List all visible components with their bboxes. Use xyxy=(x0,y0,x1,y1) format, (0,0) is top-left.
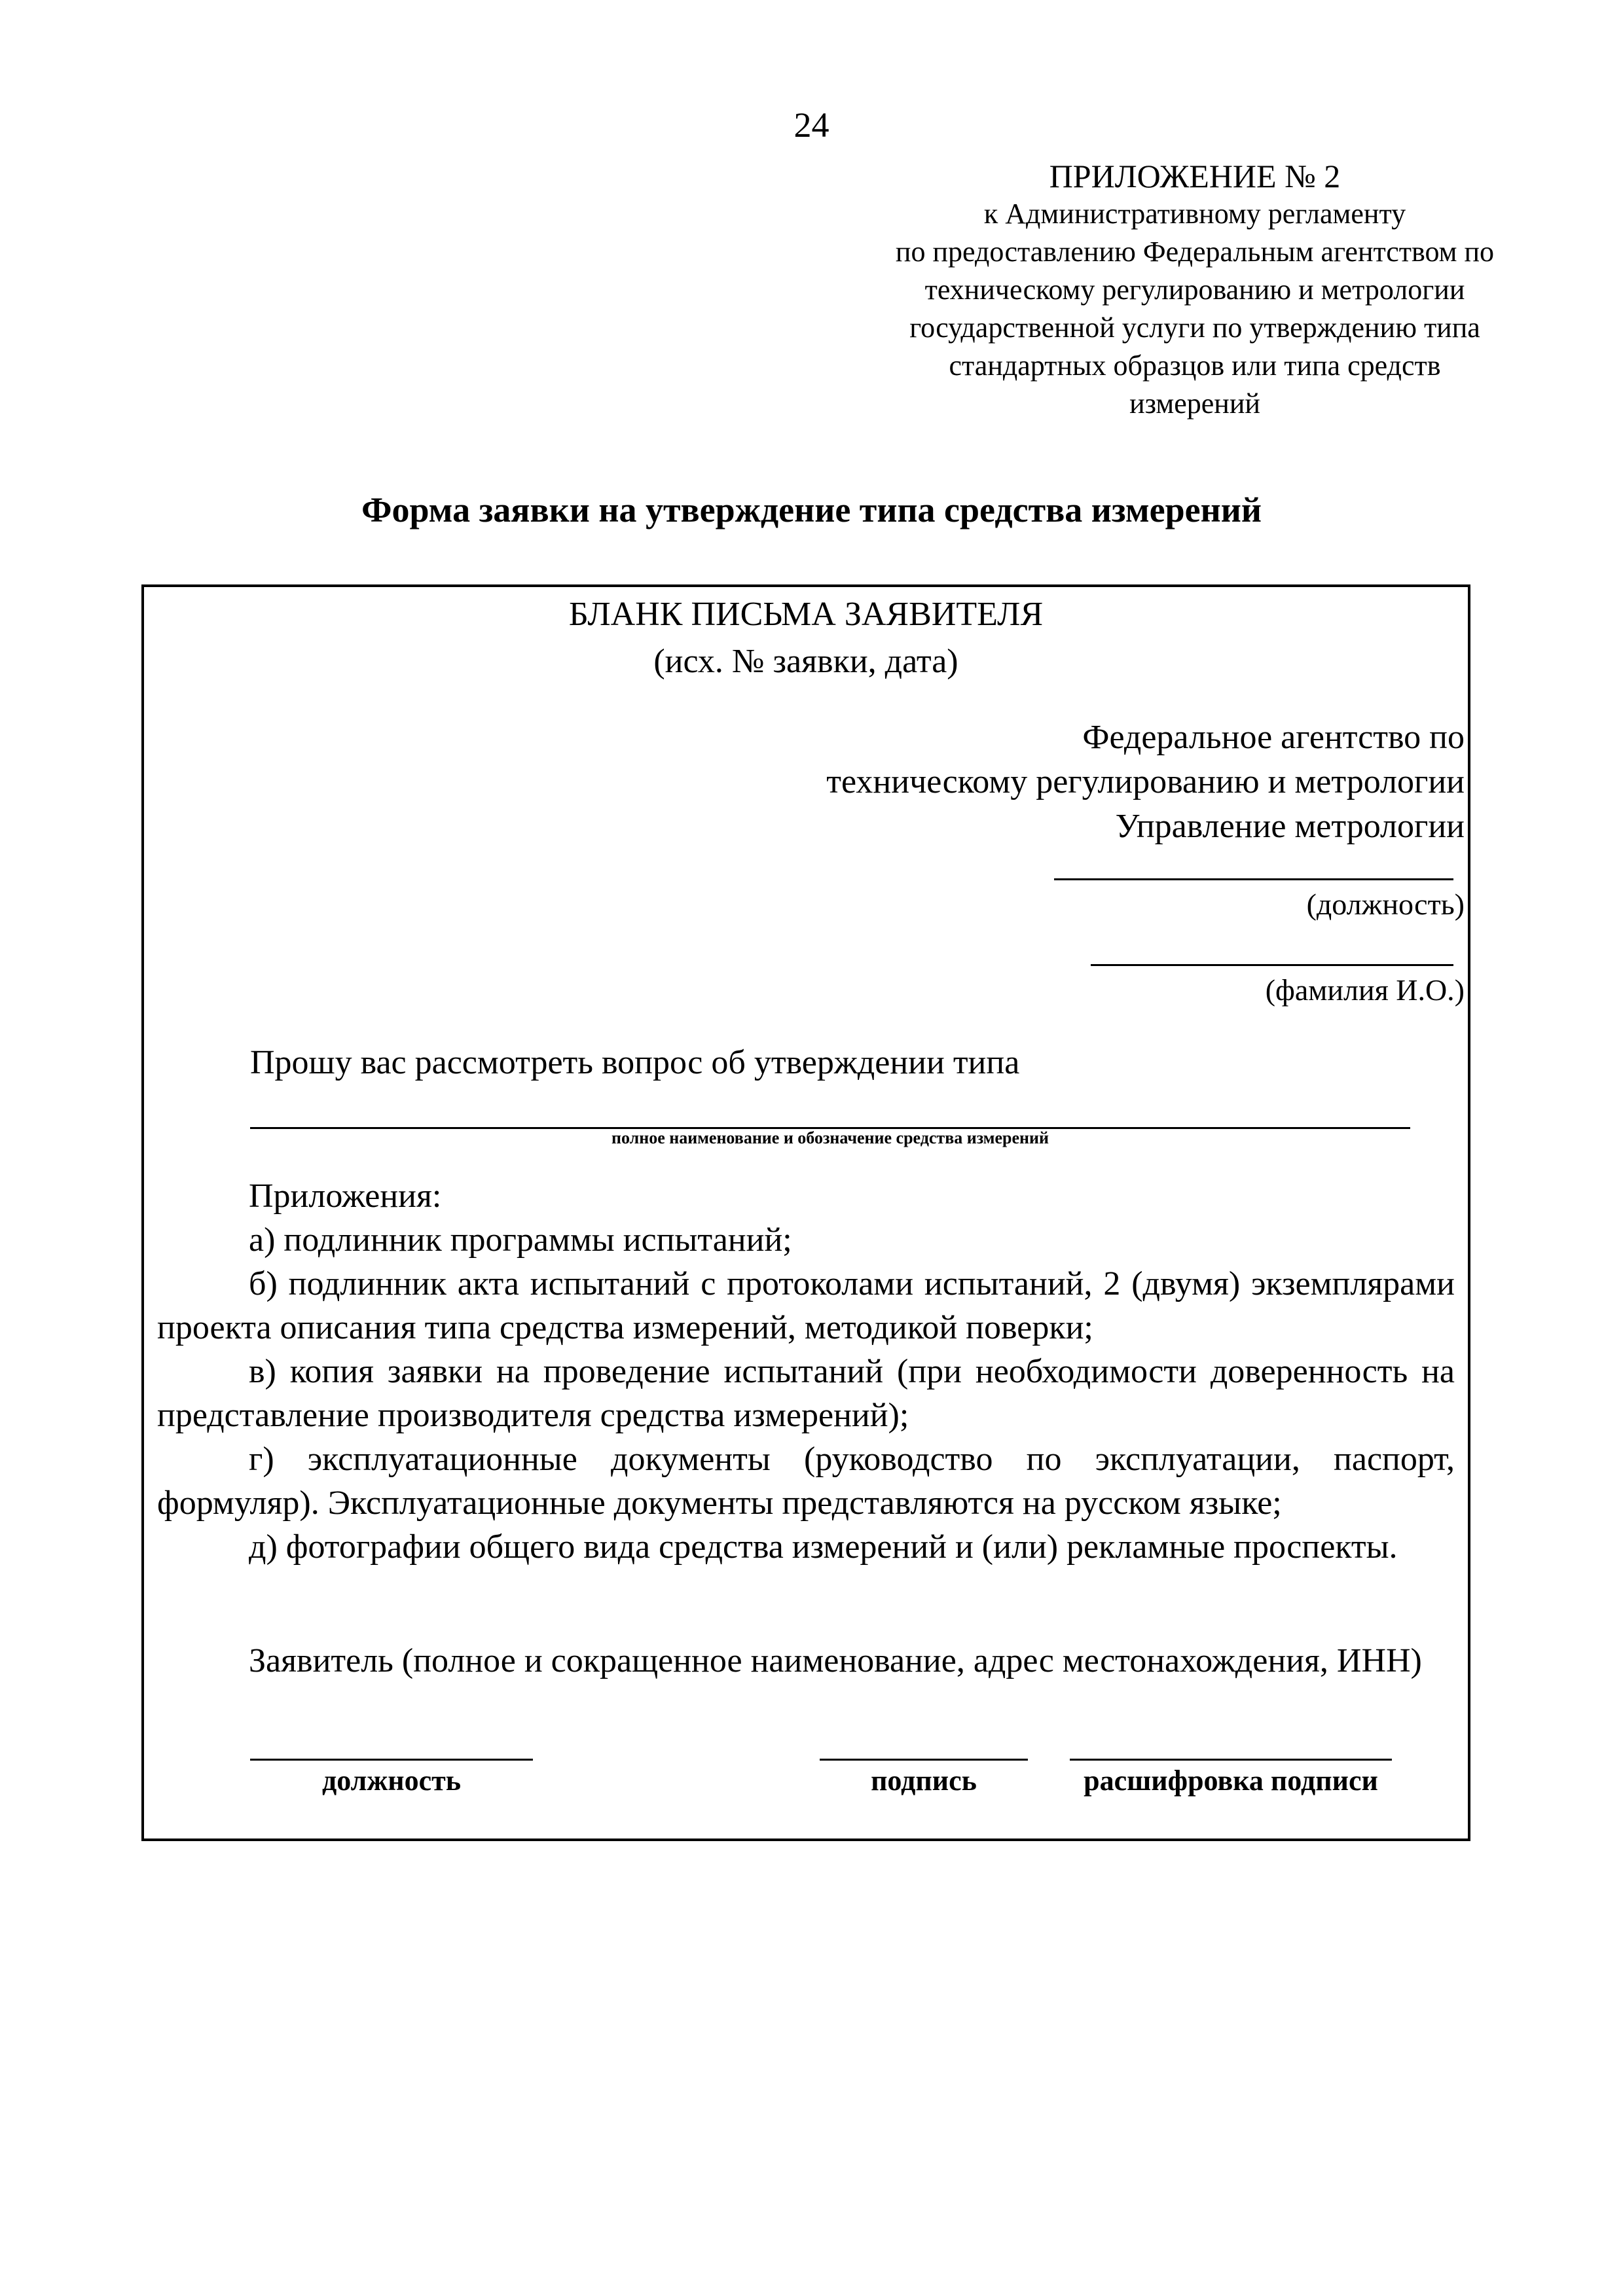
appendix-line: по предоставлению Федеральным агентством по xyxy=(895,236,1495,268)
appendix-line: стандартных образцов или типа средств xyxy=(949,350,1441,382)
appendix-header xyxy=(838,157,1552,423)
attachment-item: в) копия заявки на проведение испытаний (при необходимости доверенность на представление производителя средства измерений); xyxy=(157,1353,1455,1434)
signature-position-label: должность xyxy=(321,1765,462,1797)
attachment-item: а) подлинник программы испытаний; xyxy=(249,1221,792,1259)
recipient-line: техническому регулированию и метрологии xyxy=(826,763,1465,800)
appendix-line: к Административному регламенту xyxy=(983,198,1406,230)
attachment-item: б) подлинник акта испытаний с протоколами испытаний, 2 (двумя) экземплярами проекта описания типа средства измерений, методикой поверки; xyxy=(157,1265,1455,1346)
position-caption: (должность) xyxy=(1306,888,1465,921)
recipient-line: Федеральное агентство по xyxy=(1082,719,1465,756)
letterhead-title: БЛАНК ПИСЬМА ЗАЯВИТЕЛЯ xyxy=(568,596,1044,633)
appendix-line: измерений xyxy=(1129,387,1260,420)
attachment-item: г) эксплуатационные документы (руководство по эксплуатации, паспорт, формуляр). Эксплуатационные документы представляются на русском языке; xyxy=(157,1441,1455,1522)
attachments-section xyxy=(157,1174,1455,1569)
recipient-line: Управление метрологии xyxy=(1115,808,1465,845)
applicant-text: Заявитель (полное и сокращенное наименование, адрес местонахождения, ИНН) xyxy=(249,1642,1422,1679)
page-number: 24 xyxy=(793,105,830,145)
appendix-title: ПРИЛОЖЕНИЕ № 2 xyxy=(1049,158,1341,194)
position-blank-line xyxy=(1054,878,1453,880)
signature-line xyxy=(820,1759,1028,1761)
request-text: Прошу вас рассмотреть вопрос об утверждении типа xyxy=(250,1044,1020,1081)
signature-decoding-line xyxy=(1070,1759,1392,1761)
signature-label: подпись xyxy=(871,1765,977,1797)
form-title: Форма заявки на утверждение типа средства измерений xyxy=(361,490,1262,529)
signature-position-line xyxy=(250,1759,533,1761)
appendix-line: техническому регулированию и метрологии xyxy=(924,274,1465,306)
letterhead xyxy=(141,591,1470,685)
appendix-line: государственной услуги по утверждению типа xyxy=(909,312,1480,344)
attachments-heading: Приложения: xyxy=(249,1177,442,1215)
signature-decoding-label: расшифровка подписи xyxy=(1084,1765,1378,1797)
name-blank-line xyxy=(1091,964,1453,966)
letterhead-subtitle: (исх. № заявки, дата) xyxy=(653,643,958,680)
attachment-item: д) фотографии общего вида средства измерений и (или) рекламные проспекты. xyxy=(249,1528,1398,1566)
name-caption: (фамилия И.О.) xyxy=(1265,973,1465,1007)
recipient-block xyxy=(548,715,1465,849)
instrument-name-caption: полное наименование и обозначение средства измерений xyxy=(611,1128,1049,1147)
